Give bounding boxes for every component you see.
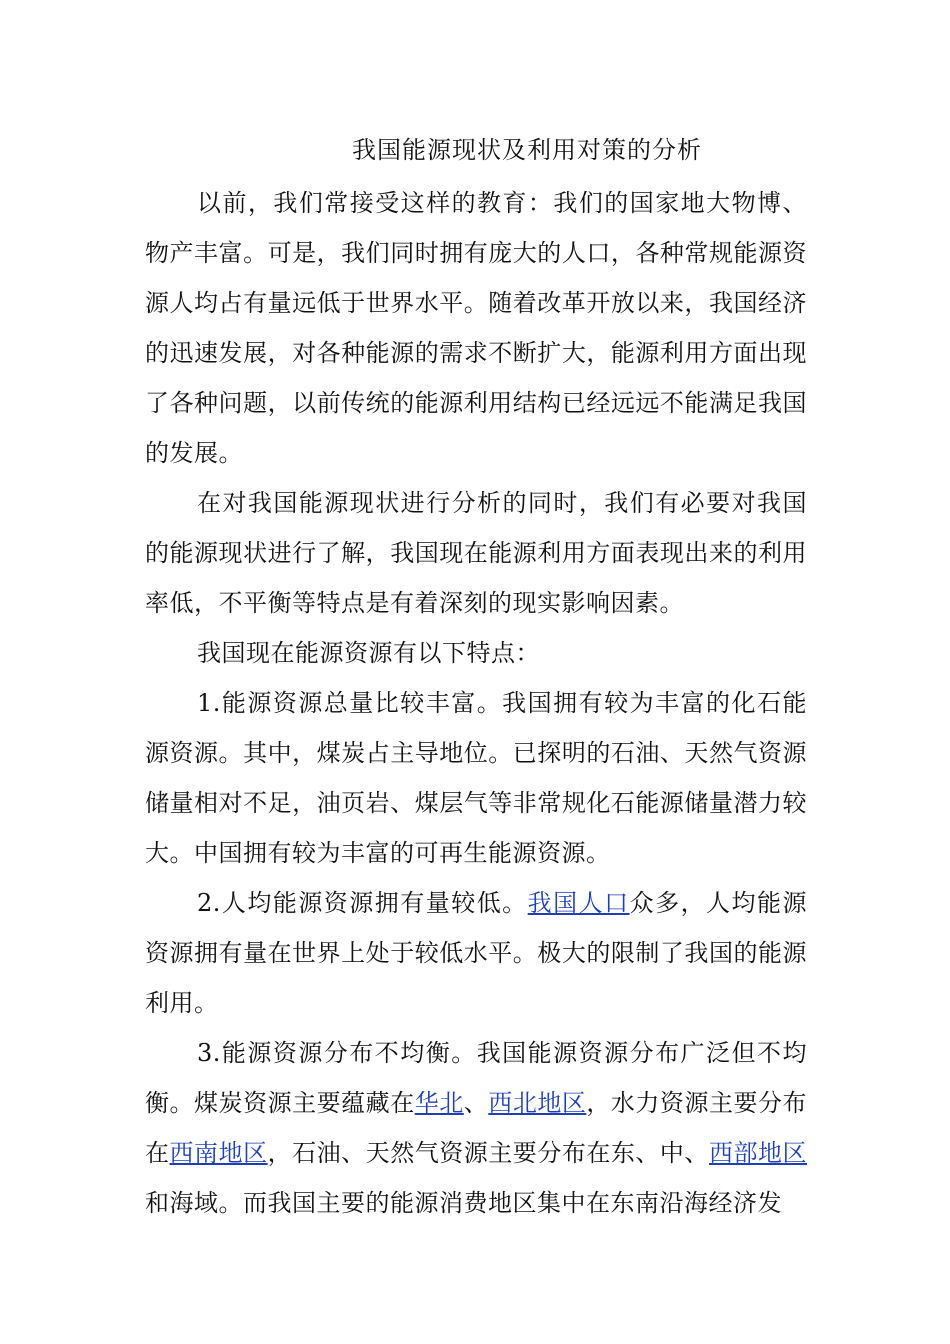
link-northwest-region[interactable]: 西北地区: [488, 1089, 587, 1117]
paragraph-intro: 以前，我们常接受这样的教育：我们的国家地大物博、物产丰富。可是，我们同时拥有庞大的人口，各种常规能源资源人均占有量远低于世界水平。随着改革开放以来，我国经济的迅速发展，对各种能源的需求不断扩大，能源利用方面出现了各种问题，以前传统的能源利用结构已经远远不能满足我国的发展。: [145, 189, 807, 467]
feature-3-text-e: 和海域。而我国主要的能源消费地区集中在东南沿海经济发: [145, 1189, 782, 1217]
feature-3-text-d: ，石油、天然气资源主要分布在东、中、: [267, 1139, 709, 1167]
paragraph-feature-1: 1.能源资源总量比较丰富。我国拥有较为丰富的化石能源资源。其中，煤炭占主导地位。已探明的石油、天然气资源储量相对不足，油页岩、煤层气等非常规化石能源储量潜力较大。中国拥有较为丰富的可再生能源资源。: [145, 689, 807, 867]
link-population[interactable]: 我国人口: [527, 889, 630, 917]
feature-3-text-c: ，水力资源主要分布在: [145, 1089, 808, 1167]
feature-2-text-a: 2.人均能源资源拥有量较低。: [197, 889, 528, 917]
feature-3-text-a: 3.能源资源分布不均衡。我国能源资源分布广泛但不均衡。煤炭资源主要蕴藏在: [145, 1039, 807, 1117]
paragraph-feature-2: [145, 878, 807, 1028]
paragraph-feature-3: [145, 1028, 807, 1228]
paragraph-analysis: 在对我国能源现状进行分析的同时，我们有必要对我国的能源现状进行了解，我国现在能源利用方面表现出来的利用率低，不平衡等特点是有着深刻的现实影响因素。: [145, 489, 807, 617]
paragraph-features-heading: 我国现在能源资源有以下特点：: [197, 639, 540, 667]
link-western-region[interactable]: 西部地区: [708, 1139, 808, 1167]
link-north-china[interactable]: 华北: [414, 1089, 464, 1117]
document-body: [145, 178, 807, 1228]
link-southwest-region[interactable]: 西南地区: [169, 1139, 268, 1167]
feature-3-text-b: 、: [463, 1089, 489, 1117]
document-title: 我国能源现状及利用对策的分析: [352, 136, 702, 164]
feature-2-text-b: 众多，人均能源资源拥有量在世界上处于较低水平。极大的限制了我国的能源利用。: [145, 889, 808, 1017]
